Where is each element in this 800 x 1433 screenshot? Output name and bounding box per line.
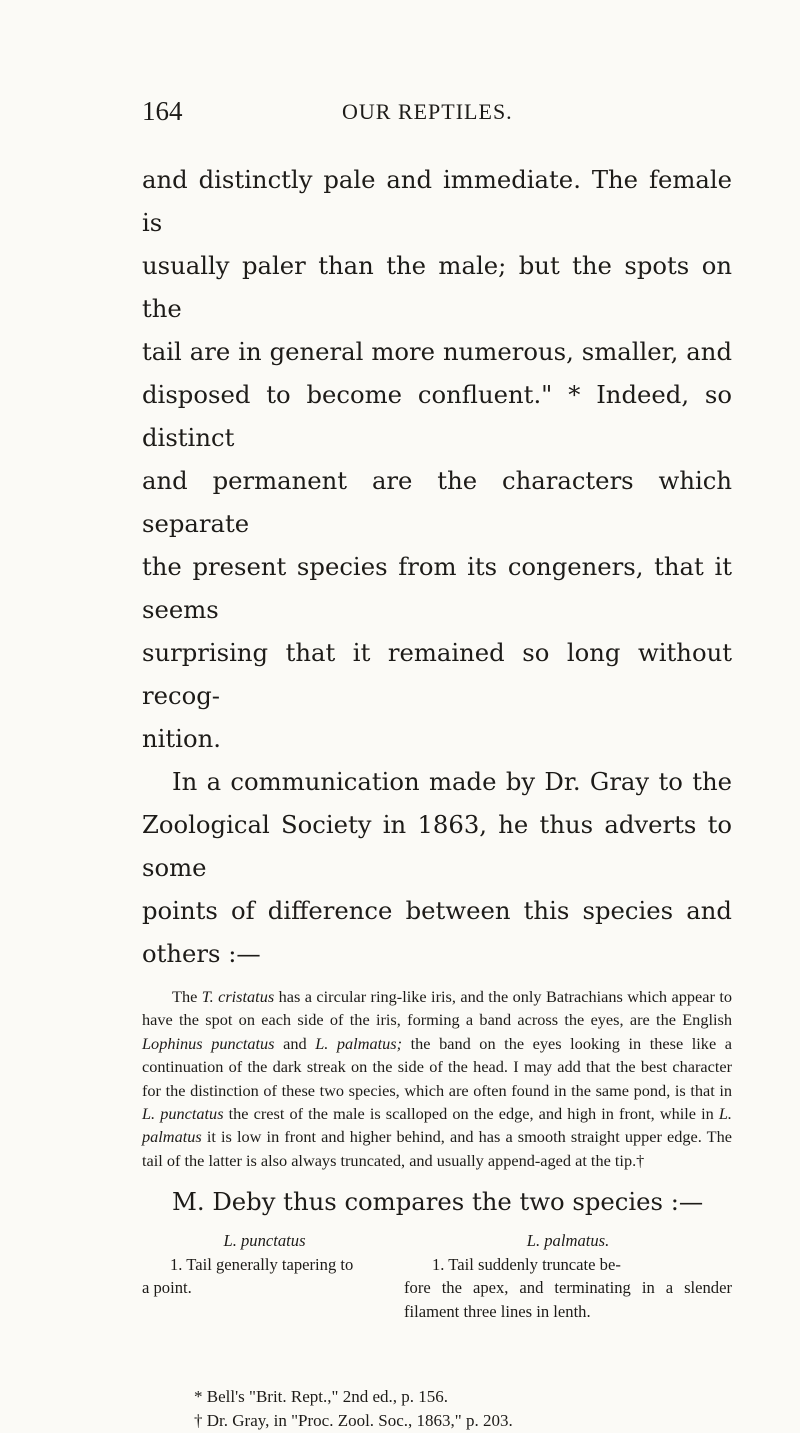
comparison-column-palmatus: [404, 1229, 732, 1323]
comparison-column-punctatus: [142, 1229, 387, 1300]
text-line: surprising that it remained so long without recog-: [142, 638, 732, 710]
quote-text: has a circular ring-like iris, and the only Batrachians which appear to have the spot on each side of the iris, forming a band across the eyes, are the English: [142, 987, 732, 1030]
item-continuation: fore the apex, and terminating in a slender filament three lines in lenth.: [404, 1278, 732, 1321]
text-line: others :—: [142, 939, 261, 968]
item-first-line: 1. Tail suddenly truncate be-: [432, 1254, 621, 1274]
paragraph-3: M. Deby thus compares the two species :—: [172, 1187, 704, 1217]
species-name: L. palmatus: [142, 1104, 733, 1147]
footnote: * Bell's "Brit. Rept.," 2nd ed., p. 156.: [194, 1387, 448, 1407]
column-heading: L. punctatus: [223, 1231, 306, 1251]
text-line: Zoological Society in 1863, he thus adverts to some: [142, 810, 732, 882]
text-line: the present species from its congeners, that it seems: [142, 552, 732, 624]
text-line: In a communication made by Dr. Gray to the: [172, 767, 732, 796]
quote-text: The: [172, 987, 202, 1006]
species-name: T. cristatus: [201, 987, 275, 1006]
item-first-line: 1. Tail generally tapering to: [170, 1254, 354, 1274]
running-title: OUR REPTILES.: [342, 99, 513, 124]
comparison-item: [404, 1253, 732, 1324]
block-quote: [142, 985, 732, 1172]
quote-text: the band on the eyes looking in these like a continuation of the dark streak on the side of the head. I may add that the best character for the distinction of these two species, which are often found in the same pond, is that in: [142, 1033, 732, 1100]
text-line: disposed to become confluent." * Indeed, so distinct: [142, 380, 732, 452]
column-heading: L. palmatus.: [526, 1231, 610, 1251]
page-header: [142, 96, 720, 126]
species-comparison: [142, 1229, 732, 1379]
quote-text: it is low in front and higher behind, and has a smooth straight upper edge. The tail of the latter is also always truncated, and usually append-aged at the tip.†: [142, 1127, 732, 1170]
text-line: and permanent are the characters which separate: [142, 466, 732, 538]
page-number: 164: [142, 96, 183, 126]
text-line: nition.: [142, 724, 221, 753]
paragraph-2: [142, 760, 732, 975]
item-continuation: a point.: [142, 1278, 192, 1298]
species-name: L. palmatus;: [315, 1033, 403, 1053]
comparison-item: [142, 1253, 387, 1300]
quote-text: and: [274, 1033, 316, 1053]
species-name: L. punctatus: [142, 1104, 224, 1124]
page-body: [142, 158, 732, 1433]
species-name: Lophinus punctatus: [142, 1033, 275, 1053]
footnotes: [142, 1385, 732, 1433]
footnote: † Dr. Gray, in "Proc. Zool. Soc., 1863," p. 203.: [194, 1411, 513, 1431]
text-line: points of difference between this species and: [142, 896, 732, 925]
quote-text: the crest of the male is scalloped on the edge, and high in front, while in: [223, 1104, 719, 1124]
text-line: tail are in general more numerous, smaller, and: [142, 337, 732, 366]
text-line: usually paler than the male; but the spots on the: [142, 251, 732, 323]
text-line: and distinctly pale and immediate. The female is: [142, 165, 732, 237]
paragraph-1: [142, 158, 732, 760]
